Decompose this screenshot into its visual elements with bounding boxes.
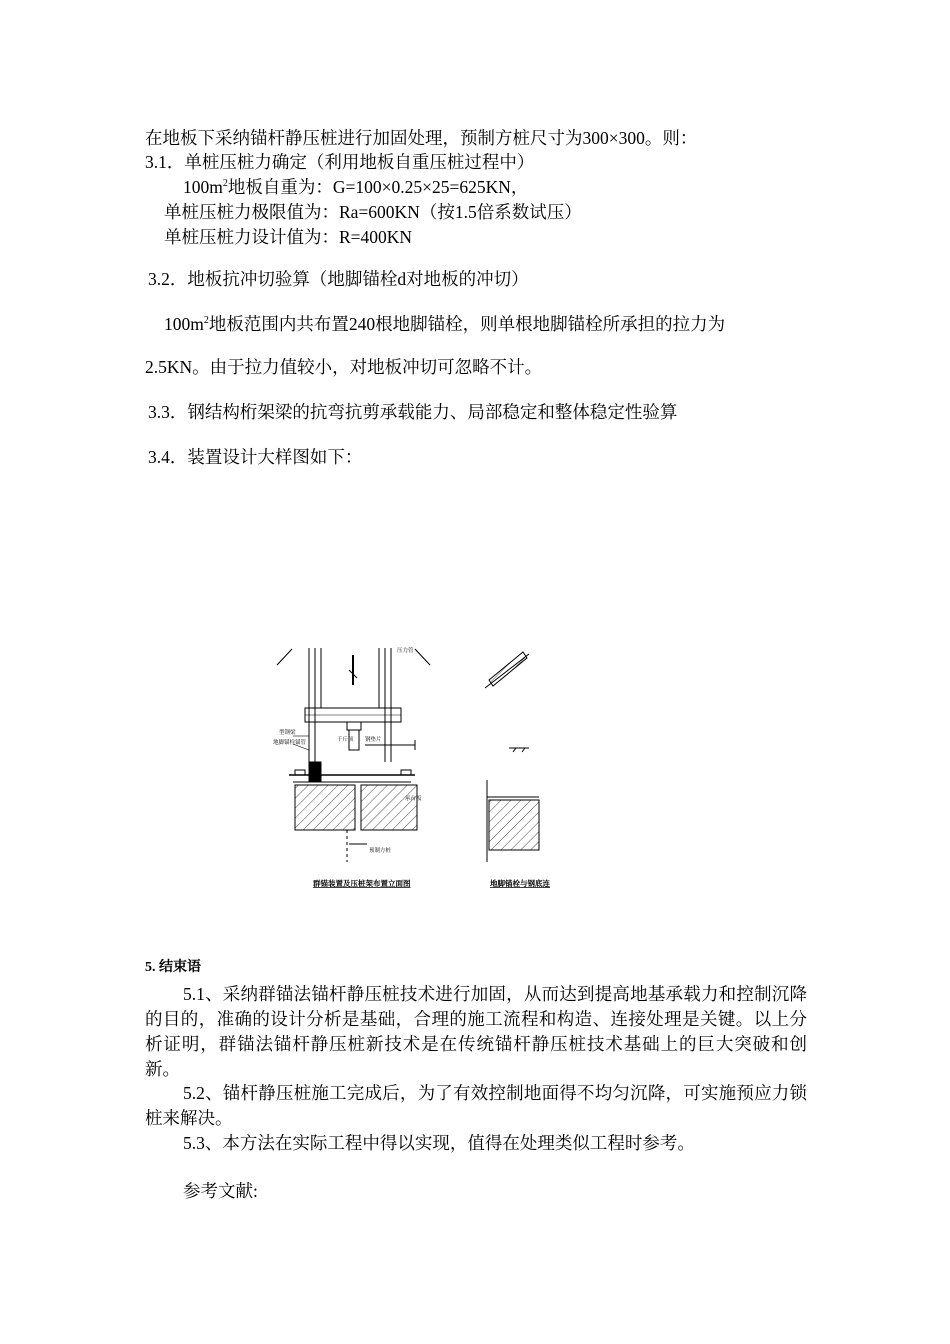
anchor-bolt-text: 地板范围内共布置240根地脚锚栓，则单根地脚锚栓所承担的拉力为 bbox=[208, 314, 726, 334]
figure-caption-left: 群锚装置及压桩架布置立面图 bbox=[313, 879, 411, 888]
section-3-2-title: 3.2．地板抗冲切验算（地脚锚栓d对地板的冲切） bbox=[148, 269, 529, 289]
limit-value-line: 单桩压桩力极限值为：Ra=600KN（按1.5倍系数试压） bbox=[164, 202, 582, 222]
figure-label: 钢垫片 bbox=[365, 737, 382, 743]
conclusion-paragraph-2: 5.2、锚杆静压桩施工完成后，为了有效控制地面得不均匀沉降，可实施预应力锁桩来解决。 bbox=[145, 1083, 807, 1128]
self-weight-line bbox=[183, 175, 528, 199]
conclusion-paragraph-1: 5.1、采纳群锚法锚杆静压桩技术进行加固，从而达到提高地基承载力和控制沉降的目的，准确的设计分析是基础，合理的施工流程和构造、连接处理是关键。以上分析证明，群锚法锚杆静压桩新技术是在传统锚杆静压桩技术基础上的巨大突破和创新。 bbox=[145, 984, 807, 1079]
anchor-bolt-line bbox=[164, 312, 725, 336]
conclusion-heading: 5. 结束语 bbox=[145, 960, 201, 975]
detail-drawing bbox=[265, 640, 555, 900]
section-3-3-title: 3.3．钢结构桁架梁的抗弯抗剪承载能力、局部稳定和整体稳定性验算 bbox=[148, 402, 678, 422]
left-elevation bbox=[277, 648, 430, 862]
anchor-area: 100m bbox=[164, 314, 204, 334]
figure-label: 地脚锚栓锚管 bbox=[273, 740, 307, 746]
section-3-4-title: 3.4．装置设计大样图如下： bbox=[148, 447, 363, 467]
figure-caption-right: 地脚锚栓与钢底连 bbox=[490, 879, 550, 888]
anchor-bolt-line-2: 2.5KN。由于拉力值较小，对地板冲切可忽略不计。 bbox=[145, 357, 543, 377]
design-value-line: 单桩压桩力设计值为：R=400KN bbox=[164, 227, 413, 247]
self-weight-formula: 地板自重为：G=100×0.25×25=625KN， bbox=[227, 177, 529, 197]
figure-label: 承台板 bbox=[405, 796, 422, 802]
figure-label: 型钢梁 bbox=[279, 730, 296, 736]
figure-label: 压力管 bbox=[397, 648, 414, 654]
conclusion-paragraph-3: 5.3、本方法在实际工程中得以实现，值得在处理类似工程时参考。 bbox=[183, 1133, 695, 1153]
figure-label: 千斤顶 bbox=[337, 737, 354, 743]
section-3-1-title: 3.1．单桩压桩力确定（利用地板自重压桩过程中） bbox=[145, 152, 535, 172]
intro-text: 在地板下采纳锚杆静压桩进行加固处理，预制方桩尺寸为300×300。则： bbox=[145, 128, 698, 148]
self-weight-sup: 2 bbox=[222, 178, 228, 190]
figure-label: 预制方桩 bbox=[369, 848, 392, 854]
right-detail bbox=[485, 652, 539, 862]
references-label: 参考文献: bbox=[183, 1181, 258, 1201]
anchor-area-sup: 2 bbox=[203, 315, 209, 327]
self-weight-area: 100m bbox=[183, 177, 223, 197]
